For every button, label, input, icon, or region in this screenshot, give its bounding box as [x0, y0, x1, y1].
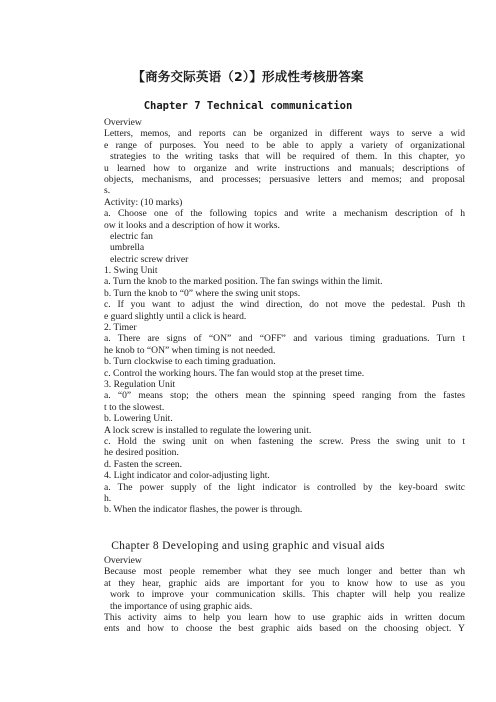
- chapter-7-line: c. If you want to adjust the wind direction, do not move the pedestal. Push th: [104, 299, 465, 311]
- chapter-7-line: e guard slightly until a click is heard.: [104, 310, 247, 322]
- chapter-7-line: electric screw driver: [110, 253, 189, 265]
- chapter-7-line: ow it looks and a description of how it works.: [104, 219, 280, 231]
- chapter-7-line: u learned how to organize and write instructions and manuals; descriptions of: [104, 162, 465, 174]
- document-title: 【商务交际英语（2）】形成性考核册答案: [132, 69, 364, 84]
- chapter-7-line: t to the slowest.: [104, 401, 165, 413]
- chapter-7-line: b. Lowering Unit.: [104, 413, 173, 425]
- chapter-7-line: he desired position.: [104, 447, 179, 459]
- chapter-7-line: a. There are signs of “ON” and “OFF” and various timing graduations. Turn t: [104, 333, 465, 345]
- chapter-7-line: Overview: [104, 117, 142, 128]
- chapter-7-line: c. Control the working hours. The fan would stop at the preset time.: [104, 367, 365, 379]
- chapter-7-line: e range of purposes. You need to be able to apply a variety of organizational: [104, 139, 465, 151]
- chapter-7-line: electric fan: [110, 230, 153, 242]
- chapter-7-line: strategies to the writing tasks that will be required of them. In this chapter, yo: [110, 151, 465, 163]
- chapter-7-line: Letters, memos, and reports can be organized in different ways to serve a wid: [104, 128, 465, 140]
- chapter-7-heading: Chapter 7 Technical communication: [143, 100, 353, 112]
- chapter-7-line: a. Choose one of the following topics and write a mechanism description of h: [104, 208, 465, 220]
- chapter-7-line: a. Turn the knob to the marked position. The fan swings within the limit.: [104, 276, 383, 288]
- chapter-7-line: A lock screw is installed to regulate the lowering unit.: [104, 424, 312, 436]
- chapter-7-line: a. “0” means stop; the others mean the spinning speed ranging from the fastes: [104, 390, 465, 402]
- chapter-7-line: 4. Light indicator and color-adjusting light.: [104, 470, 270, 482]
- chapter-7-line: Activity: (10 marks): [104, 196, 183, 208]
- chapter-7-line: umbrella: [110, 242, 145, 254]
- chapter-7-line: b. When the indicator flashes, the power is through.: [104, 504, 303, 516]
- chapter-7-line: 3. Regulation Unit: [104, 378, 176, 390]
- chapter-8-heading: Chapter 8 Developing and using graphic and visual aids: [111, 540, 385, 552]
- chapter-8-line: the importance of using graphic aids.: [110, 600, 253, 612]
- chapter-7-line: 1. Swing Unit: [104, 265, 158, 277]
- chapter-8-line: ents and how to choose the best graphic aids based on the choosing object. Y: [104, 623, 465, 635]
- chapter-7-body: [104, 117, 465, 516]
- chapter-7-line: s.: [104, 185, 111, 197]
- chapter-7-line: a. The power supply of the light indicator is controlled by the key-board switc: [104, 481, 465, 493]
- chapter-8-line: work to improve your communication skills. This chapter will help you realize: [110, 589, 465, 601]
- chapter-8-line: at they hear, graphic aids are important for you to know how to use as you: [104, 577, 465, 589]
- chapter-8-line: Because most people remember what they see much longer and better than wh: [104, 566, 465, 578]
- chapter-8-line: This activity aims to help you learn how to use graphic aids in written docum: [104, 611, 465, 623]
- chapter-7-line: objects, mechanisms, and processes; persuasive letters and memos; and proposal: [104, 173, 465, 185]
- chapter-7-line: h.: [104, 492, 112, 504]
- chapter-8-body: [104, 555, 465, 635]
- chapter-7-line: 2. Timer: [104, 322, 137, 334]
- chapter-7-line: b. Turn clockwise to each timing graduation.: [104, 356, 276, 368]
- chapter-8-line: Overview: [104, 555, 142, 566]
- chapter-7-line: b. Turn the knob to “0” where the swing unit stops.: [104, 287, 301, 299]
- chapter-7-line: c. Hold the swing unit on when fastening the screw. Press the swing unit to t: [104, 435, 465, 447]
- chapter-7-line: he knob to “ON” when timing is not needed.: [104, 344, 276, 356]
- chapter-7-line: d. Fasten the screen.: [104, 458, 183, 470]
